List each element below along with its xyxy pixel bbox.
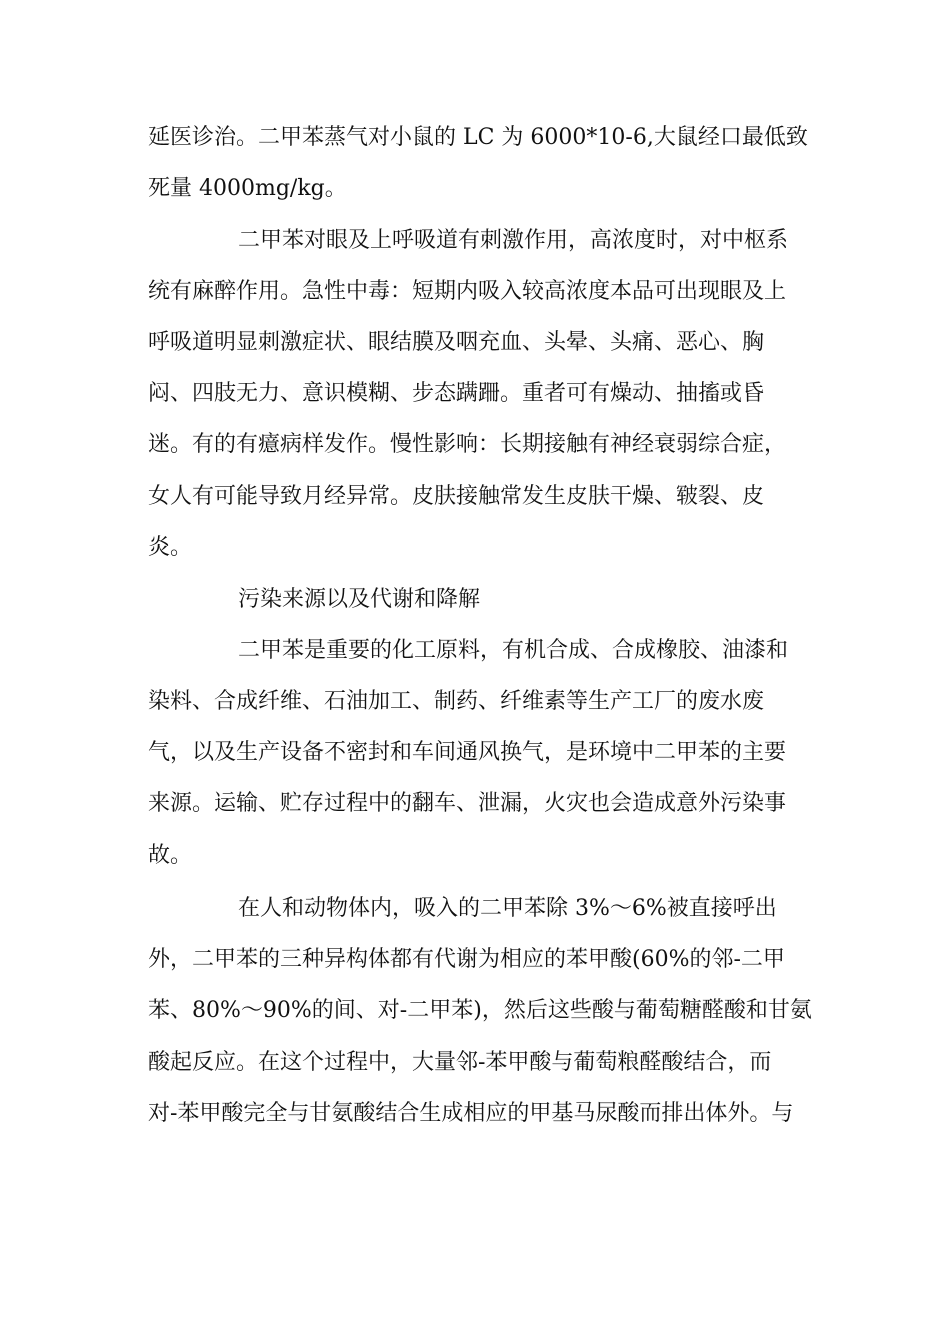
- text-line: 苯、80%～90%的间、对-二甲苯)，然后这些酸与葡萄糖醛酸和甘氨: [148, 998, 812, 1023]
- paragraph-first-line: 二甲苯是重要的化工原料，有机合成、合成橡胶、油漆和: [238, 638, 789, 663]
- text-line: 炎。: [148, 535, 193, 560]
- text-line: 迷。有的有癔病样发作。慢性影响：长期接触有神经衰弱综合症，: [148, 432, 787, 457]
- text-line: 酸起反应。在这个过程中，大量邻-苯甲酸与葡萄粮醛酸结合，而: [148, 1050, 772, 1075]
- text-line: 染料、合成纤维、石油加工、制药、纤维素等生产工厂的废水废: [148, 689, 765, 714]
- text-line: 气，以及生产设备不密封和车间通风换气，是环境中二甲苯的主要: [148, 740, 787, 765]
- text-line: 外，二甲苯的三种异构体都有代谢为相应的苯甲酸(60%的邻-二甲: [148, 947, 785, 972]
- text-line: 来源。运输、贮存过程中的翻车、泄漏，火灾也会造成意外污染事: [148, 791, 787, 816]
- text-line: 女人有可能导致月经异常。皮肤接触常发生皮肤干燥、皲裂、皮: [148, 484, 765, 509]
- paragraph-first-line: 二甲苯对眼及上呼吸道有刺激作用，高浓度时，对中枢系: [238, 228, 789, 253]
- paragraph-first-line: 在人和动物体内，吸入的二甲苯除 3%～6%被直接呼出: [238, 896, 777, 921]
- text-line: 统有麻醉作用。急性中毒：短期内吸入较高浓度本品可出现眼及上: [148, 279, 787, 304]
- text-line: 对-苯甲酸完全与甘氨酸结合生成相应的甲基马尿酸而排出体外。与: [148, 1101, 794, 1126]
- section-heading: 污染来源以及代谢和降解: [238, 587, 481, 612]
- text-line: 呼吸道明显刺激症状、眼结膜及咽充血、头晕、头痛、恶心、胸: [148, 330, 765, 355]
- text-line: 故。: [148, 843, 193, 868]
- text-line: 延医诊治。二甲苯蒸气对小鼠的 LC 为 6000*10-6,大鼠经口最低致: [148, 125, 808, 150]
- text-line: 死量 4000mg/kg。: [148, 176, 347, 201]
- text-line: 闷、四肢无力、意识模糊、步态蹒跚。重者可有燥动、抽搐或昏: [148, 381, 765, 406]
